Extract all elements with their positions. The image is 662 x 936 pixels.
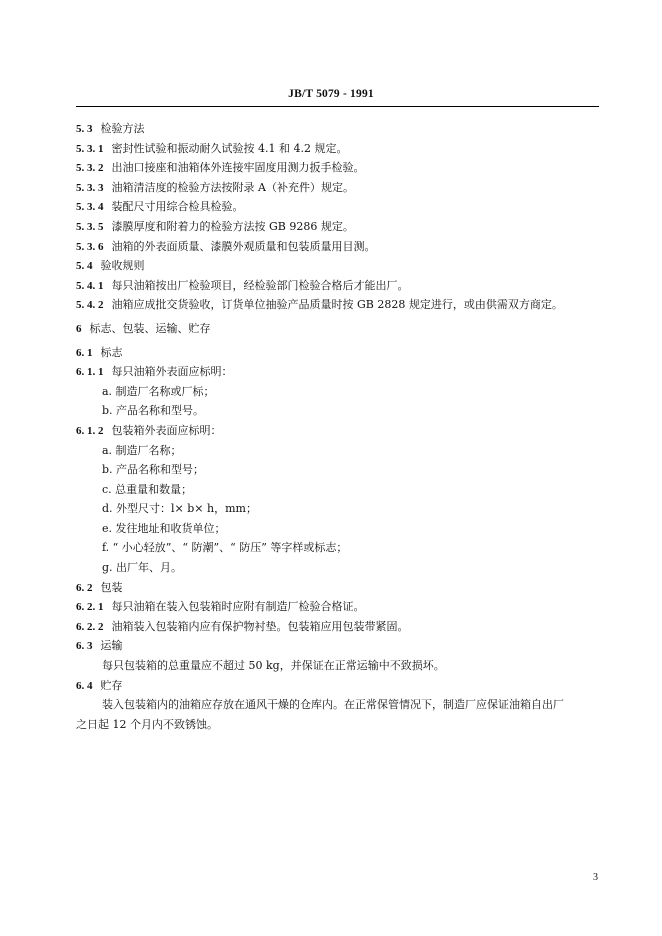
section-6-4-heading bbox=[76, 676, 599, 696]
clause-number: 6. 2. 1 bbox=[76, 601, 104, 614]
clause-5-4-2 bbox=[76, 295, 599, 315]
clause-number: 6. 1. 2 bbox=[76, 424, 104, 437]
paragraph-6-4-line-2: 之日起 12 个月内不致锈蚀。 bbox=[76, 717, 218, 731]
clause-number: 6. 3 bbox=[76, 640, 93, 653]
paragraph-6-3: 每只包装箱的总重量应不超过 50 kg，并保证在正常运输中不致损坏。 bbox=[102, 659, 445, 673]
list-item: e. 发往地址和收货单位； bbox=[102, 521, 226, 535]
clause-number: 6 bbox=[76, 322, 82, 335]
list-item: a. 制造厂名称； bbox=[102, 443, 182, 457]
clause-6-2-2 bbox=[76, 617, 599, 637]
clause-text: 验收规则 bbox=[100, 259, 145, 273]
clause-text: 漆膜厚度和附着力的检验方法按 GB 9286 规定。 bbox=[111, 219, 354, 233]
section-5-4-heading bbox=[76, 256, 599, 276]
clause-text: 密封性试验和振动耐久试验按 4.1 和 4.2 规定。 bbox=[111, 141, 348, 155]
clause-6-1-2 bbox=[76, 421, 599, 441]
clause-number: 5. 3. 5 bbox=[76, 220, 104, 233]
clause-number: 5. 4. 2 bbox=[76, 299, 104, 312]
list-item: b. 产品名称和型号。 bbox=[102, 404, 205, 418]
clause-number: 6. 2 bbox=[76, 581, 93, 594]
section-6-1-heading bbox=[76, 343, 599, 363]
clause-6-1-1 bbox=[76, 362, 599, 382]
clause-number: 5. 3. 1 bbox=[76, 142, 104, 155]
clause-number: 5. 4 bbox=[76, 260, 93, 273]
section-6-2-heading bbox=[76, 578, 599, 598]
clause-5-3-5 bbox=[76, 217, 599, 237]
clause-text: 每只油箱按出厂检验项目，经检验部门检验合格后才能出厂。 bbox=[111, 278, 409, 292]
clause-text: 装配尺寸用综合检具检验。 bbox=[111, 200, 244, 214]
clause-text: 检验方法 bbox=[100, 122, 145, 135]
clause-text: 油箱装入包装箱内应有保护物衬垫。包装箱应用包装带紧固。 bbox=[111, 619, 409, 633]
clause-text: 每只油箱在装入包装箱时应附有制造厂检验合格证。 bbox=[111, 600, 365, 614]
list-item: c. 总重量和数量； bbox=[102, 482, 193, 496]
clause-5-3-6 bbox=[76, 237, 599, 257]
clause-5-3-3 bbox=[76, 178, 599, 198]
clause-number: 6. 4 bbox=[76, 679, 93, 692]
clause-number: 5. 3. 4 bbox=[76, 201, 104, 214]
clause-number: 6. 1. 1 bbox=[76, 366, 104, 379]
clause-5-3-1 bbox=[76, 139, 599, 159]
clause-text: 贮存 bbox=[100, 678, 123, 692]
clause-number: 5. 3. 6 bbox=[76, 240, 104, 253]
clause-5-3-4 bbox=[76, 197, 599, 217]
section-6-3-heading bbox=[76, 636, 599, 656]
list-item: f. “ 小心轻放”、“ 防潮”、“ 防压” 等字样或标志； bbox=[102, 541, 348, 555]
clause-text: 运输 bbox=[100, 639, 123, 653]
list-item: d. 外型尺寸：l× b× h，mm； bbox=[102, 502, 257, 516]
clause-text: 标志、包装、运输、贮存 bbox=[89, 321, 211, 335]
clause-number: 6. 1 bbox=[76, 346, 93, 359]
section-5-3-heading bbox=[76, 119, 599, 139]
clause-number: 5. 3 bbox=[76, 123, 93, 135]
clause-number: 5. 4. 1 bbox=[76, 279, 104, 292]
list-item: g. 出厂年、月。 bbox=[102, 561, 183, 575]
list-item: b. 产品名称和型号； bbox=[102, 463, 205, 477]
clause-text: 油箱的外表面质量、漆膜外观质量和包装质量用目测。 bbox=[111, 239, 376, 253]
clause-number: 5. 3. 2 bbox=[76, 162, 104, 175]
clause-number: 5. 3. 3 bbox=[76, 181, 104, 194]
clause-text: 出油口接座和油箱体外连接牢固度用测力扳手检验。 bbox=[111, 161, 365, 175]
clause-text: 油箱清洁度的检验方法按附录 A（补充件）规定。 bbox=[111, 180, 354, 194]
document-body bbox=[76, 119, 599, 734]
chapter-6-heading bbox=[76, 319, 599, 339]
clause-5-4-1 bbox=[76, 276, 599, 296]
paragraph-6-4-line-1: 装入包装箱内的油箱应存放在通风干燥的仓库内。在正常保管情况下，制造厂应保证油箱自出厂 bbox=[102, 698, 564, 712]
clause-5-3-2 bbox=[76, 158, 599, 178]
document-header: JB/T 5079 - 1991 bbox=[288, 88, 374, 100]
header-rule bbox=[76, 106, 599, 107]
clause-text: 油箱应成批交货验收，订货单位抽验产品质量时按 GB 2828 规定进行，或由供需双方商定。 bbox=[111, 298, 563, 312]
clause-number: 6. 2. 2 bbox=[76, 620, 104, 633]
clause-6-2-1 bbox=[76, 597, 599, 617]
clause-text: 包装箱外表面应标明： bbox=[111, 423, 222, 437]
list-item: a. 制造厂名称或厂标； bbox=[102, 384, 215, 398]
page-number: 3 bbox=[593, 872, 598, 883]
clause-text: 标志 bbox=[100, 345, 123, 359]
clause-text: 包装 bbox=[100, 580, 123, 594]
clause-text: 每只油箱外表面应标明： bbox=[111, 365, 233, 379]
